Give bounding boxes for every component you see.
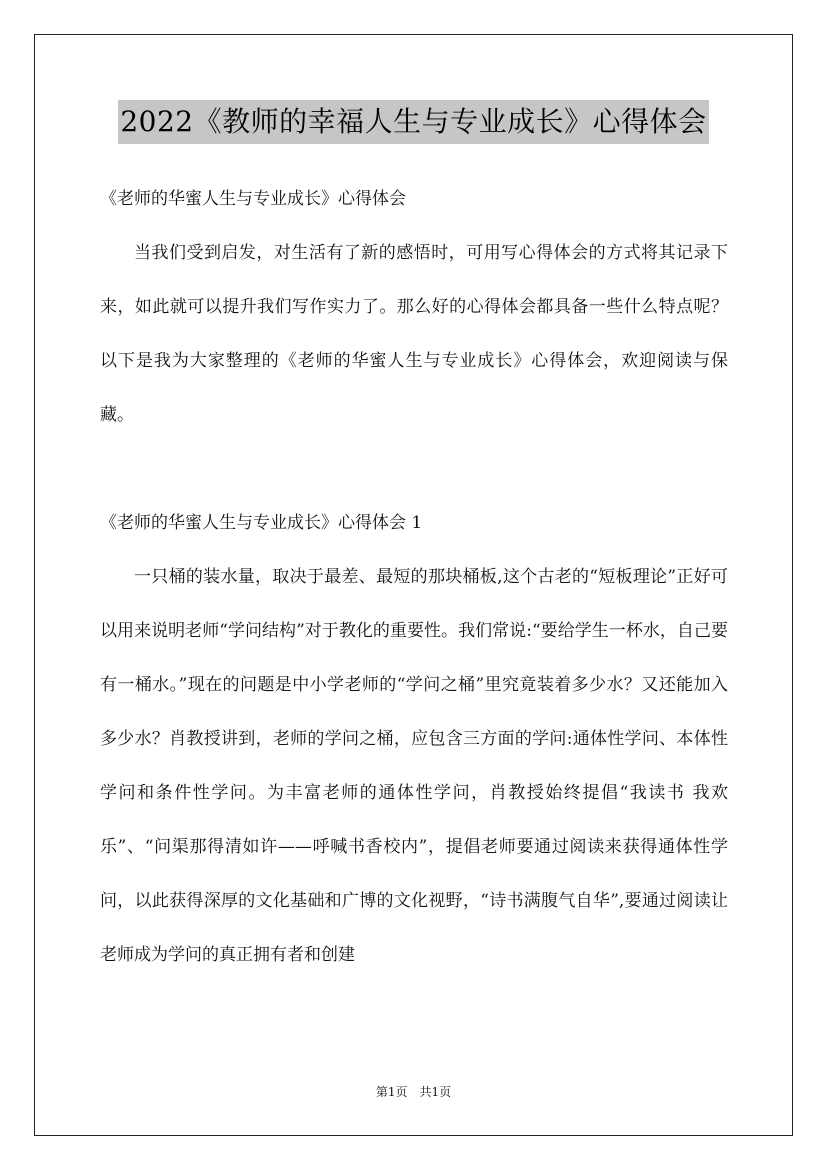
- document-subtitle: 《老师的华蜜人生与专业成长》心得体会: [100, 189, 406, 209]
- title-container: [0, 100, 827, 144]
- page-number-total: 共1页: [419, 1085, 452, 1099]
- paragraph-spacer: [100, 442, 728, 496]
- section-heading: 《老师的华蜜人生与专业成长》心得体会 1: [100, 513, 423, 533]
- page-footer: [0, 1082, 827, 1102]
- document-title: 2022《教师的幸福人生与专业成长》心得体会: [118, 100, 708, 144]
- document-body: [100, 172, 728, 982]
- page-number-current: 第1页: [375, 1085, 408, 1099]
- intro-paragraph: 当我们受到启发，对生活有了新的感悟时，可用写心得体会的方式将其记录下来，如此就可以提升我们写作实力了。那么好的心得体会都具备一些什么特点呢？以下是我为大家整理的《老师的华蜜人生与专业成长》心得体会，欢迎阅读与保藏。: [100, 243, 728, 425]
- body-paragraph: 一只桶的装水量，取决于最差、最短的那块桶板,这个古老的“短板理论”正好可以用来说明老师“学问结构”对于教化的重要性。我们常说:“要给学生一杯水，自己要有一桶水。”现在的问题是中小学老师的“学问之桶”里究竟装着多少水？又还能加入多少水？肖教授讲到，老师的学问之桶，应包含三方面的学问:通体性学问、本体性学问和条件性学问。为丰富老师的通体性学问，肖教授始终提倡“我读书 我欢乐”、“问渠那得清如许——呼喊书香校内”，提倡老师要通过阅读来获得通体性学问，以此获得深厚的文化基础和广博的文化视野，“诗书满腹气自华”,要通过阅读让老师成为学问的真正拥有者和创建: [100, 567, 728, 965]
